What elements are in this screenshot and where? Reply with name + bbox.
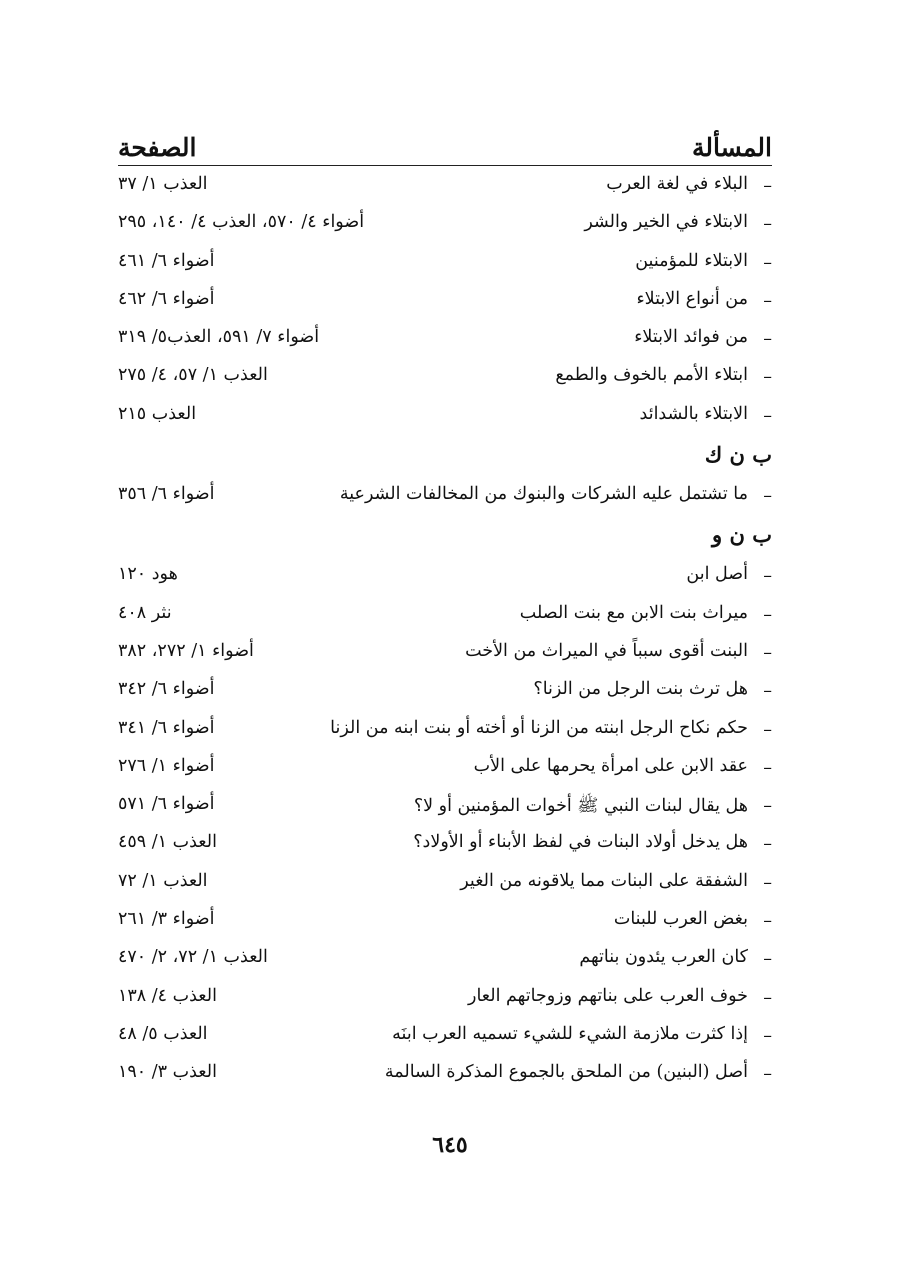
- section-heading: ب ن و: [712, 522, 772, 548]
- entry-reference: أضواء ٤/ ٥٧٠، العذب ٤/ ١٤٠، ٢٩٥: [118, 212, 365, 233]
- entry-question: إذا كثرت ملازمة الشيء للشيء تسميه العرب ابنَه: [392, 1023, 748, 1044]
- entry-reference: أضواء ٦/ ٣٥٦: [118, 484, 215, 505]
- index-entry: [118, 321, 772, 359]
- dash-marker: –: [763, 834, 772, 855]
- dash-marker: –: [763, 290, 772, 311]
- dash-marker: –: [763, 681, 772, 702]
- entry-question: من أنواع الابتلاء: [636, 288, 748, 309]
- entry-reference: العذب ١/ ٤٥٩: [118, 832, 217, 853]
- dash-marker: –: [763, 252, 772, 273]
- dash-marker: –: [763, 757, 772, 778]
- dash-marker: –: [763, 176, 772, 196]
- index-entry: [118, 168, 772, 206]
- index-entry: [118, 1056, 772, 1094]
- entry-question: الابتلاء بالشدائد: [639, 403, 748, 424]
- index-entry: [118, 980, 772, 1018]
- dash-marker: –: [763, 367, 772, 388]
- entry-question: الشفقة على البنات مما يلاقونه من الغير: [460, 870, 748, 891]
- dash-marker: –: [763, 796, 772, 817]
- index-entry: [118, 750, 772, 788]
- entry-question: أصل ابن: [686, 564, 748, 585]
- index-entry: [118, 635, 772, 673]
- entry-question: بغض العرب للبنات: [613, 909, 748, 930]
- index-entries: [118, 168, 772, 1095]
- index-entry: [118, 712, 772, 750]
- entry-reference: العذب ٣/ ١٩٠: [118, 1062, 217, 1083]
- entry-question: كان العرب يئدون بناتهم: [579, 947, 748, 968]
- index-entry: [118, 558, 772, 596]
- index-entry: [118, 245, 772, 283]
- entry-question: ابتلاء الأمم بالخوف والطمع: [555, 365, 748, 386]
- entry-reference: نثر ٤٠٨: [118, 602, 172, 623]
- issue-column-header: المسألة: [692, 133, 772, 162]
- dash-marker: –: [763, 987, 772, 1008]
- dash-marker: –: [763, 949, 772, 970]
- entry-reference: أضواء ٦/ ٤٦١: [118, 250, 215, 271]
- entry-reference: العذب ١/ ٥٧، ٤/ ٢٧٥: [118, 365, 268, 386]
- entry-reference: العذب ١/ ٣٧: [118, 174, 208, 194]
- entry-question: ما تشتمل عليه الشركات والبنوك من المخالفات الشرعية: [339, 484, 748, 505]
- entry-question: ميراث بنت الابن مع بنت الصلب: [519, 602, 748, 623]
- dash-marker: –: [763, 604, 772, 625]
- dash-marker: –: [763, 719, 772, 740]
- dash-marker: –: [763, 405, 772, 426]
- entry-question: الابتلاء للمؤمنين: [635, 250, 748, 271]
- index-entry: [118, 398, 772, 436]
- dash-marker: –: [763, 642, 772, 663]
- index-entry: [118, 826, 772, 864]
- dash-marker: –: [763, 566, 772, 587]
- entry-question: عقد الابن على امرأة يحرمها على الأب: [473, 755, 748, 776]
- entry-question: البنت أقوى سبباً في الميراث من الأخت: [465, 640, 748, 661]
- dash-marker: –: [763, 872, 772, 893]
- page-number: ٦٤٥: [432, 1132, 468, 1158]
- entry-reference: العذب ٤/ ١٣٨: [118, 985, 217, 1006]
- entry-reference: أضواء ٦/ ٤٦٢: [118, 288, 215, 309]
- entry-reference: أضواء ٣/ ٢٦١: [118, 909, 215, 930]
- table-header: [118, 122, 772, 162]
- dash-marker: –: [763, 329, 772, 350]
- index-entry: [118, 903, 772, 941]
- entry-reference: أضواء ١/ ٢٧٦: [118, 755, 215, 776]
- entry-reference: أضواء ٦/ ٣٤١: [118, 717, 215, 738]
- entry-reference: هود ١٢٠: [118, 564, 178, 585]
- entry-question: هل ترث بنت الرجل من الزنا؟: [533, 679, 748, 700]
- entry-reference: أضواء ٧/ ٥٩١، العذب٥/ ٣١٩: [118, 327, 320, 348]
- dash-marker: –: [763, 214, 772, 235]
- dash-marker: –: [763, 911, 772, 932]
- entry-question: الابتلاء في الخير والشر: [584, 212, 748, 233]
- index-entry: [118, 788, 772, 826]
- entry-reference: العذب ١/ ٧٢: [118, 870, 208, 891]
- page-column-header: الصفحة: [118, 133, 197, 162]
- entry-question: البلاء في لغة العرب: [606, 174, 748, 194]
- index-entry: [118, 283, 772, 321]
- entry-question: خوف العرب على بناتهم وزوجاتهم العار: [468, 985, 748, 1006]
- entry-reference: أضواء ٦/ ٥٧١: [118, 794, 215, 815]
- index-entry: [118, 478, 772, 516]
- index-entry: [118, 1018, 772, 1056]
- dash-marker: –: [763, 1025, 772, 1046]
- index-entry: [118, 865, 772, 903]
- entry-question: هل يدخل أولاد البنات في لفظ الأبناء أو الأولاد؟: [413, 832, 748, 853]
- entry-question: من فوائد الابتلاء: [634, 327, 748, 348]
- index-entry: [118, 941, 772, 979]
- entry-reference: العذب ٥/ ٤٨: [118, 1023, 208, 1044]
- index-entry: [118, 673, 772, 711]
- entry-reference: أضواء ١/ ٢٧٢، ٣٨٢: [118, 640, 254, 661]
- entry-question: أصل (البنين) من الملحق بالجموع المذكرة السالمة: [384, 1062, 748, 1083]
- dash-marker: –: [763, 1064, 772, 1085]
- entry-reference: العذب ١/ ٧٢، ٢/ ٤٧٠: [118, 947, 268, 968]
- entry-reference: العذب ٢١٥: [118, 403, 197, 424]
- index-entry: [118, 206, 772, 244]
- entry-question: حكم نكاح الرجل ابنته من الزنا أو أخته أو بنت ابنه من الزنا: [330, 717, 748, 738]
- section-heading: ب ن ك: [704, 442, 772, 468]
- index-entry: [118, 359, 772, 397]
- dash-marker: –: [763, 486, 772, 507]
- index-entry: [118, 597, 772, 635]
- header-divider: [118, 165, 772, 166]
- entry-reference: أضواء ٦/ ٣٤٢: [118, 679, 215, 700]
- entry-question: هل يقال لبنات النبي ﷺ أخوات المؤمنين أو لا؟: [413, 796, 748, 817]
